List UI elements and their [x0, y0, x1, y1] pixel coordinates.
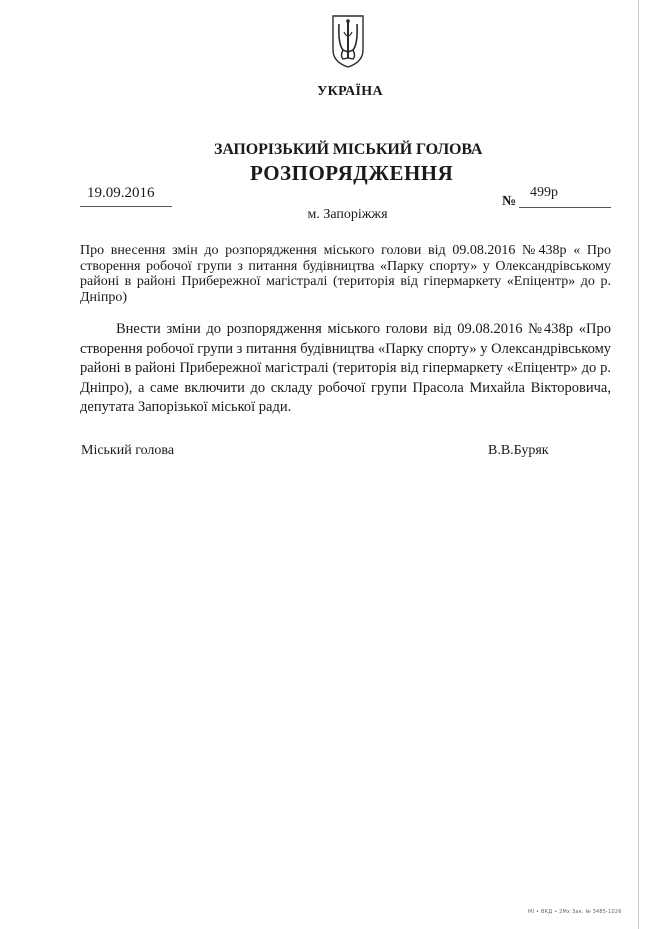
document-subject: Про внесення змін до розпорядження міського голови від 09.08.2016 №438р « Про створення робочої групи з питання будівництва «Парку спорту» у Олександрівському районі в районі Прибережної магістралі (територія від гіпермаркету «Епіцентр» до р. Дніпро)	[80, 243, 611, 305]
country-heading: УКРАЇНА	[317, 84, 383, 99]
document-number: 499р	[530, 185, 558, 200]
city-name: м. Запоріжжя	[307, 207, 388, 222]
scan-edge-line	[638, 0, 639, 929]
document-body: Внести зміни до розпорядження міського голови від 09.08.2016 №438р «Про створення робочої групи з питання будівництва «Парку спорту» у Олександрівському районі в районі Прибережної магістралі (територія від гіпермаркету «Епіцентр» до р. Дніпро), а саме включити до складу робочої групи Прасола Михайла Вікторовича, депутата Запорізької міської ради.	[80, 321, 611, 415]
authority-heading: ЗАПОРІЗЬКИЙ МІСЬКИЙ ГОЛОВА	[214, 141, 483, 158]
signature-name: В.В.Буряк	[488, 443, 549, 458]
print-footer-code: МІ • ВКД • 2Мх Зак. № 3485-1026	[528, 909, 622, 915]
document-date: 19.09.2016	[87, 185, 155, 201]
trident-coat-of-arms-icon	[331, 14, 365, 68]
number-sign: №	[502, 194, 517, 209]
document-type-title: РОЗПОРЯДЖЕННЯ	[250, 161, 454, 185]
signature-title: Міський голова	[81, 443, 175, 458]
